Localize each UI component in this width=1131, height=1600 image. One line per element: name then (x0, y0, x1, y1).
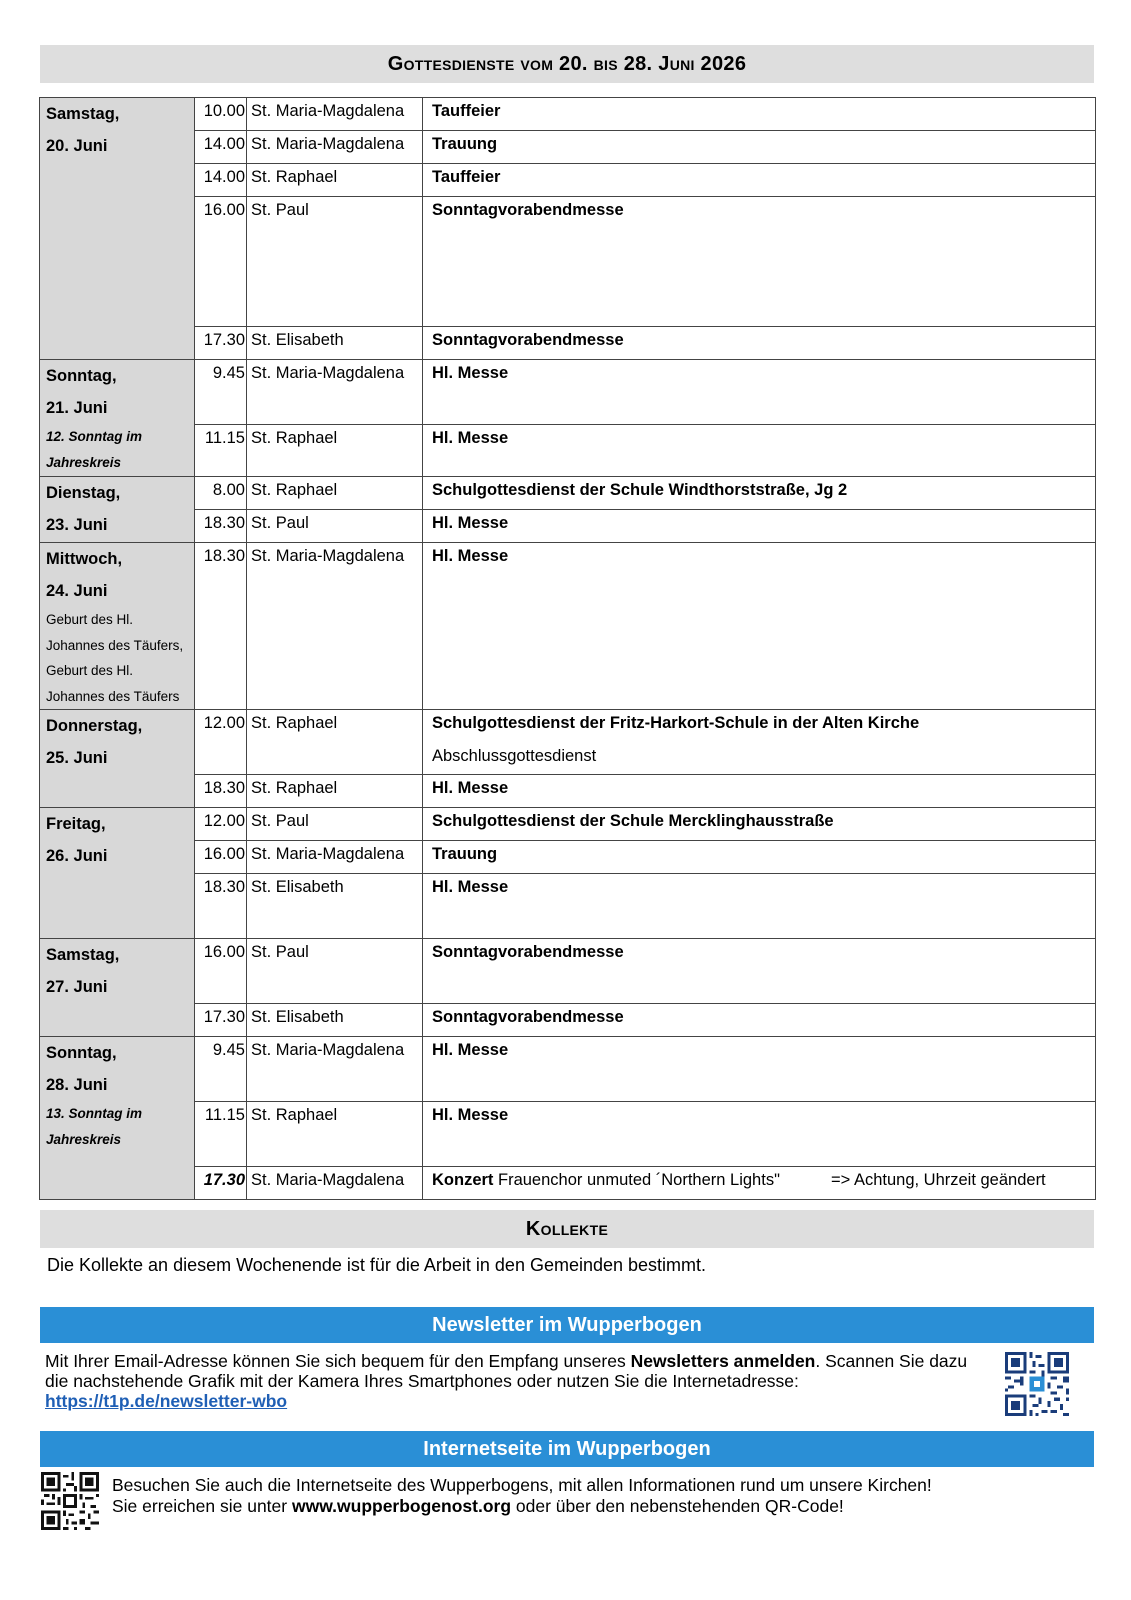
day-date: 20. Juni (46, 137, 108, 155)
table-row (40, 131, 1096, 164)
service-time: 18.30 (195, 874, 247, 939)
schedule-header (40, 45, 1094, 83)
service-title: Hl. Messe (423, 1037, 1096, 1102)
day-name: Sonntag, (46, 1044, 117, 1062)
service-church: St. Paul (247, 510, 423, 543)
service-church: St. Maria-Magdalena (247, 360, 423, 425)
table-row (40, 710, 1096, 775)
newsletter-link[interactable]: https://t1p.de/newsletter-wbo (45, 1391, 288, 1411)
service-time: 17.30 (195, 1167, 247, 1200)
table-row (40, 1167, 1096, 1200)
day-note: 13. Sonntag im Jahreskreis (46, 1106, 143, 1147)
day-name: Freitag, (46, 815, 106, 833)
schedule-table (39, 97, 1096, 1200)
newsletter-text (45, 1351, 995, 1411)
service-time: 18.30 (195, 510, 247, 543)
day-date: 21. Juni (46, 399, 108, 417)
service-title: Hl. Messe (423, 874, 1096, 939)
kollekte-title: Kollekte (525, 1217, 609, 1240)
day-cell (40, 939, 195, 1037)
service-church: St. Paul (247, 197, 423, 327)
day-cell (40, 98, 195, 360)
service-time: 16.00 (195, 197, 247, 327)
service-extra: Frauenchor unmuted ´Northern Lights" (493, 1171, 780, 1189)
service-church: St. Raphael (247, 710, 423, 775)
service-time: 9.45 (195, 1037, 247, 1102)
service-time: 10.00 (195, 98, 247, 131)
day-name: Mittwoch, (46, 550, 123, 568)
table-row (40, 197, 1096, 327)
table-row (40, 775, 1096, 808)
time-changed-notice: => Achtung, Uhrzeit geändert (831, 1171, 1046, 1189)
page-title: Gottesdienste vom 20. bis 28. Juni 2026 (387, 52, 747, 75)
service-title: Trauung (423, 131, 1096, 164)
day-cell (40, 1037, 195, 1200)
service-church: St. Maria-Magdalena (247, 543, 423, 710)
day-date: 23. Juni (46, 516, 108, 534)
service-time: 11.15 (195, 1102, 247, 1167)
table-row (40, 425, 1096, 477)
service-time: 12.00 (195, 710, 247, 775)
service-title: Tauffeier (423, 98, 1096, 131)
day-date: 28. Juni (46, 1076, 108, 1094)
qr-code-icon (41, 1472, 99, 1530)
day-cell (40, 710, 195, 808)
day-note: Geburt des Hl. Johannes des Täufers, Geburt des Hl. Johannes des Täufers (46, 612, 184, 704)
day-name: Sonntag, (46, 367, 117, 385)
service-church: St. Maria-Magdalena (247, 1167, 423, 1200)
day-name: Donnerstag, (46, 717, 143, 735)
day-date: 24. Juni (46, 582, 108, 600)
day-name: Dienstag, (46, 484, 121, 502)
service-title: Hl. Messe (423, 425, 1096, 477)
table-row (40, 98, 1096, 131)
service-church: St. Raphael (247, 425, 423, 477)
website-header (40, 1431, 1094, 1467)
service-title: Sonntagvorabendmesse (423, 939, 1096, 1004)
service-description (423, 1167, 1096, 1200)
website-text (112, 1475, 1072, 1517)
service-title: Sonntagvorabendmesse (423, 1004, 1096, 1037)
service-time: 16.00 (195, 939, 247, 1004)
service-church: St. Elisabeth (247, 327, 423, 360)
table-row (40, 841, 1096, 874)
day-date: 26. Juni (46, 847, 108, 865)
service-church: St. Raphael (247, 775, 423, 808)
service-time: 18.30 (195, 543, 247, 710)
service-title: Schulgottesdienst der Schule Windthorststraße, Jg 2 (423, 477, 1096, 510)
newsletter-text-bold: Newsletters anmelden (630, 1351, 816, 1371)
service-title: Sonntagvorabendmesse (423, 327, 1096, 360)
day-name: Samstag, (46, 946, 120, 964)
service-church: St. Raphael (247, 164, 423, 197)
service-time: 14.00 (195, 164, 247, 197)
service-time: 17.30 (195, 327, 247, 360)
table-row (40, 1037, 1096, 1102)
service-title: Hl. Messe (423, 510, 1096, 543)
service-time: 9.45 (195, 360, 247, 425)
table-row (40, 1004, 1096, 1037)
service-title: Tauffeier (423, 164, 1096, 197)
service-time: 8.00 (195, 477, 247, 510)
service-title: Schulgottesdienst der Fritz-Harkort-Schule in der Alten Kirche (432, 714, 920, 732)
table-row (40, 1102, 1096, 1167)
day-cell (40, 543, 195, 710)
service-title: Schulgottesdienst der Schule Mercklinghausstraße (423, 808, 1096, 841)
table-row (40, 939, 1096, 1004)
service-description (423, 710, 1096, 775)
service-church: St. Maria-Magdalena (247, 841, 423, 874)
service-title: Trauung (423, 841, 1096, 874)
kollekte-header (40, 1210, 1094, 1248)
website-line-2b: oder über den nebenstehenden QR-Code! (511, 1496, 844, 1516)
table-row (40, 477, 1096, 510)
table-row (40, 327, 1096, 360)
service-church: St. Maria-Magdalena (247, 98, 423, 131)
website-line-1: Besuchen Sie auch die Internetseite des Wupperbogens, mit allen Informationen rund um unsere Kirchen! (112, 1475, 932, 1495)
day-date: 27. Juni (46, 978, 108, 996)
service-time: 12.00 (195, 808, 247, 841)
service-church: St. Paul (247, 939, 423, 1004)
newsletter-title: Newsletter im Wupperbogen (432, 1313, 702, 1336)
day-name: Samstag, (46, 105, 120, 123)
day-date: 25. Juni (46, 749, 108, 767)
service-title: Hl. Messe (423, 543, 1096, 710)
service-time: 14.00 (195, 131, 247, 164)
service-subtitle: Abschlussgottesdienst (432, 747, 597, 765)
service-church: St. Raphael (247, 1102, 423, 1167)
service-church: St. Elisabeth (247, 1004, 423, 1037)
website-url[interactable]: www.wupperbogenost.org (291, 1496, 512, 1516)
service-church: St. Maria-Magdalena (247, 131, 423, 164)
table-row (40, 808, 1096, 841)
kollekte-text: Die Kollekte an diesem Wochenende ist für die Arbeit in den Gemeinden bestimmt. (47, 1255, 707, 1275)
service-church: St. Elisabeth (247, 874, 423, 939)
service-time: 16.00 (195, 841, 247, 874)
service-time: 18.30 (195, 775, 247, 808)
table-row (40, 874, 1096, 939)
qr-code-icon (1005, 1352, 1069, 1416)
table-row (40, 164, 1096, 197)
newsletter-text-part: . Scannen Sie dazu die nachstehende Grafik mit der Kamera Ihres Smartphones oder nutzen Sie die Internetadresse: (45, 1351, 968, 1391)
day-cell (40, 808, 195, 939)
day-cell (40, 360, 195, 477)
website-title: Internetseite im Wupperbogen (423, 1437, 711, 1460)
table-row (40, 543, 1096, 710)
day-cell (40, 477, 195, 543)
newsletter-header (40, 1307, 1094, 1343)
service-church: St. Maria-Magdalena (247, 1037, 423, 1102)
service-time: 11.15 (195, 425, 247, 477)
service-church: St. Paul (247, 808, 423, 841)
day-note: 12. Sonntag im Jahreskreis (46, 429, 143, 470)
service-title: Hl. Messe (423, 775, 1096, 808)
table-row (40, 360, 1096, 425)
service-church: St. Raphael (247, 477, 423, 510)
newsletter-text-part: Mit Ihrer Email-Adresse können Sie sich bequem für den Empfang unseres (45, 1351, 631, 1371)
service-title: Hl. Messe (423, 1102, 1096, 1167)
service-title: Hl. Messe (423, 360, 1096, 425)
table-row (40, 510, 1096, 543)
service-title: Konzert (432, 1171, 494, 1189)
website-line-2a: Sie erreichen sie unter (112, 1496, 292, 1516)
service-title: Sonntagvorabendmesse (423, 197, 1096, 327)
service-time: 17.30 (195, 1004, 247, 1037)
